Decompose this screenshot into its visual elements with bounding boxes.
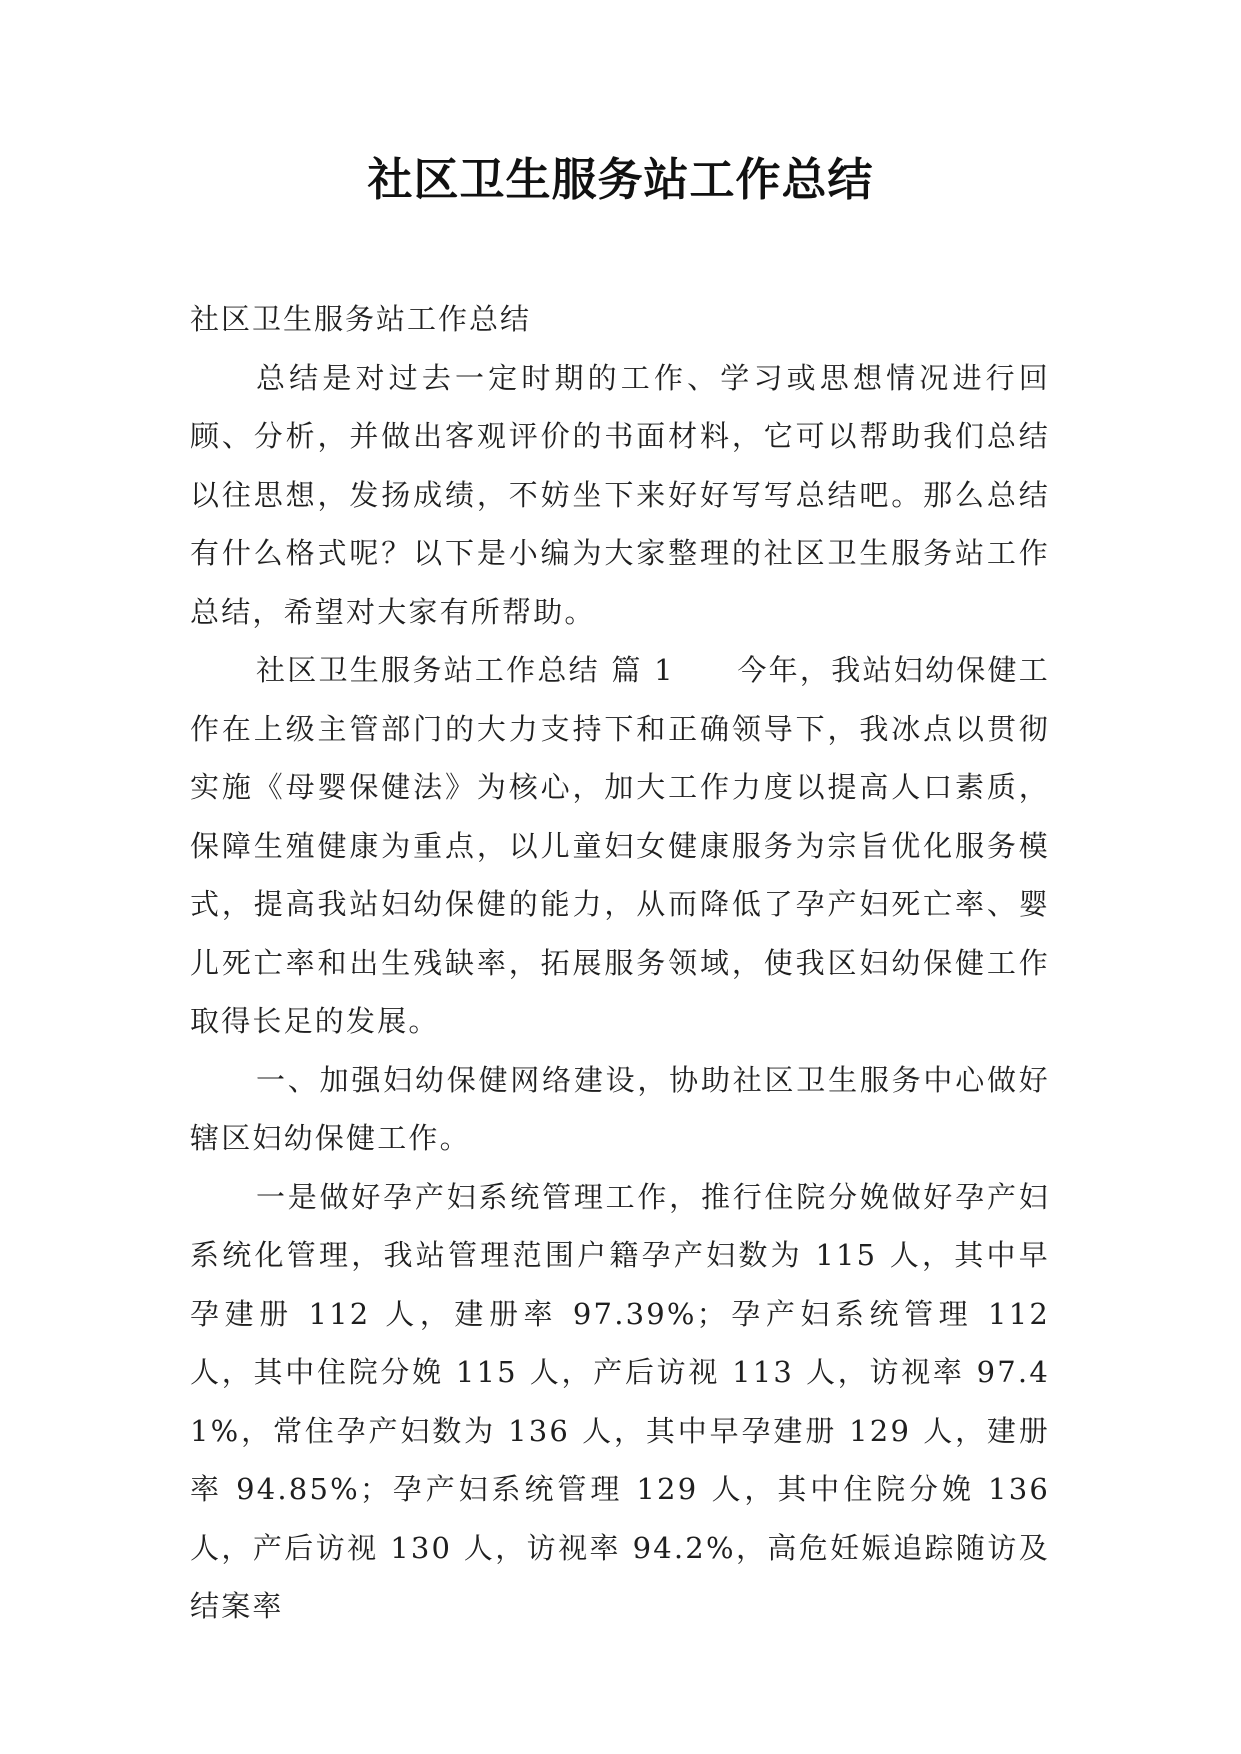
intro-paragraph: 总结是对过去一定时期的工作、学习或思想情况进行回顾、分析，并做出客观评价的书面材料，它可以帮助我们总结以往思想，发扬成绩，不妨坐下来好好写写总结吧。那么总结有什么格式呢？以下是小编为大家整理的社区卫生服务站工作总结，希望对大家有所帮助。 [190,360,1050,629]
document-title: 社区卫生服务站工作总结 [367,153,874,206]
section-paragraph-1: 社区卫生服务站工作总结 篇 1 今年，我站妇幼保健工作在上级主管部门的大力支持下和正确领导下，我冰点以贯彻实施《母婴保健法》为核心，加大工作力度以提高人口素质，保障生殖健康为重点，以儿童妇女健康服务为宗旨优化服务模式，提高我站妇幼保健的能力，从而降低了孕产妇死亡率、婴儿死亡率和出生残缺率，拓展服务领域，使我区妇幼保健工作取得长足的发展。 [190,653,1050,1038]
document-body [190,290,1050,1636]
document-subtitle: 社区卫生服务站工作总结 [190,302,532,336]
section-paragraph-2: 一是做好孕产妇系统管理工作，推行住院分娩做好孕产妇系统化管理，我站管理范围户籍孕产妇数为 115 人，其中早孕建册 112 人，建册率 97.39%；孕产妇系统管理 112 人，其中住院分娩 115 人，产后访视 113 人，访视率 97.41%，常住孕产妇数为 136 人，其中早孕建册 129 人，建册率 94.85%；孕产妇系统管理 129 人，其中住院分娩 136 人，产后访视 130 人，访视率 94.2%，高危妊娠追踪随访及结案率 [190,1179,1050,1623]
section-heading-1: 一、加强妇幼保健网络建设，协助社区卫生服务中心做好辖区妇幼保健工作。 [190,1062,1050,1155]
